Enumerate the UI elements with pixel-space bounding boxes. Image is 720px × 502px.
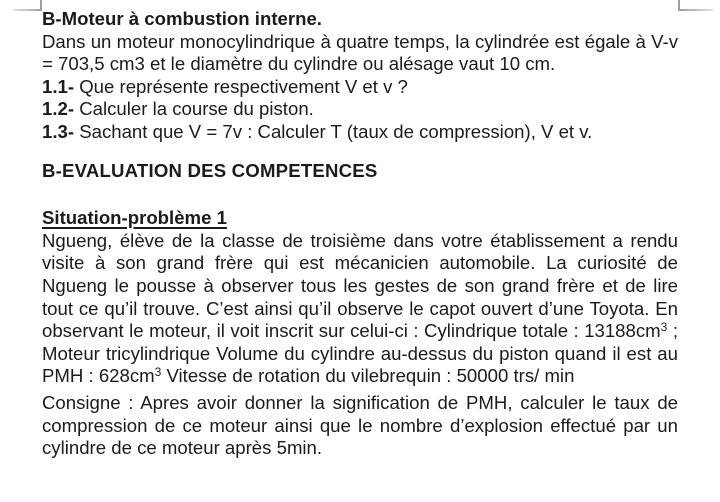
- consigne-paragraph: Consigne : Apres avoir donner la signification de PMH, calculer le taux de compression de ce moteur ainsi que le nombre d’explosion effectué par un cylindre de ce moteur après 5min.: [42, 391, 678, 459]
- corner-line-vertical: [40, 0, 42, 11]
- question-text: Calculer la course du piston.: [74, 98, 314, 120]
- question-1-3: [42, 121, 678, 144]
- exercise-title: B-Moteur à combustion interne.: [42, 8, 322, 29]
- superscript-exponent: 3: [660, 320, 668, 335]
- question-1-1: [42, 76, 678, 99]
- question-number: 1.3-: [42, 120, 75, 142]
- frame-bottom-corner-right: [678, 0, 713, 11]
- question-text: Sachant que V = 7v : Calculer T (taux de compression), V et v.: [74, 120, 593, 142]
- question-number: 1.2-: [42, 98, 75, 120]
- question-text: Que représente respectivement V et v ?: [74, 75, 408, 97]
- corner-line-horizontal: [13, 9, 42, 11]
- exercise-intro-paragraph: Dans un moteur monocylindrique à quatre temps, la cylindrée est égale à V-v = 703,5 cm3 et le diamètre du cylindre ou alésage vaut 10 cm.: [42, 30, 678, 75]
- situation-title: Situation-problème 1: [42, 207, 227, 229]
- superscript-exponent: 3: [154, 365, 162, 380]
- situation-text: Ngueng, élève de la classe de troisième dans votre établissement a rendu visite à son grand frère qui est mécanicien automobile. La curiosité de Ngueng le pousse à observer tous les gestes de son grand frère et de lire tout ce qu’il trouve. C’est ainsi qu’il observe le capot ouvert d’une Toyota. En observant le moteur, il voit inscrit sur celui-ci : Cylindrique totale : 13188cm: [42, 229, 678, 342]
- frame-bottom-corner-left: [13, 0, 42, 11]
- situation-text: Vitesse de rotation du vilebrequin : 50000 trs/ min: [161, 365, 575, 387]
- situation-text: ; Moteur tricylindrique Volume du cylindre au-dessus du piston quand il est au PMH : 628cm: [42, 320, 678, 387]
- corner-line-horizontal: [680, 9, 713, 11]
- question-number: 1.1-: [42, 75, 75, 97]
- situation-paragraph: [42, 230, 678, 388]
- evaluation-heading: B-EVALUATION DES COMPETENCES: [42, 159, 378, 181]
- question-1-2: [42, 98, 678, 121]
